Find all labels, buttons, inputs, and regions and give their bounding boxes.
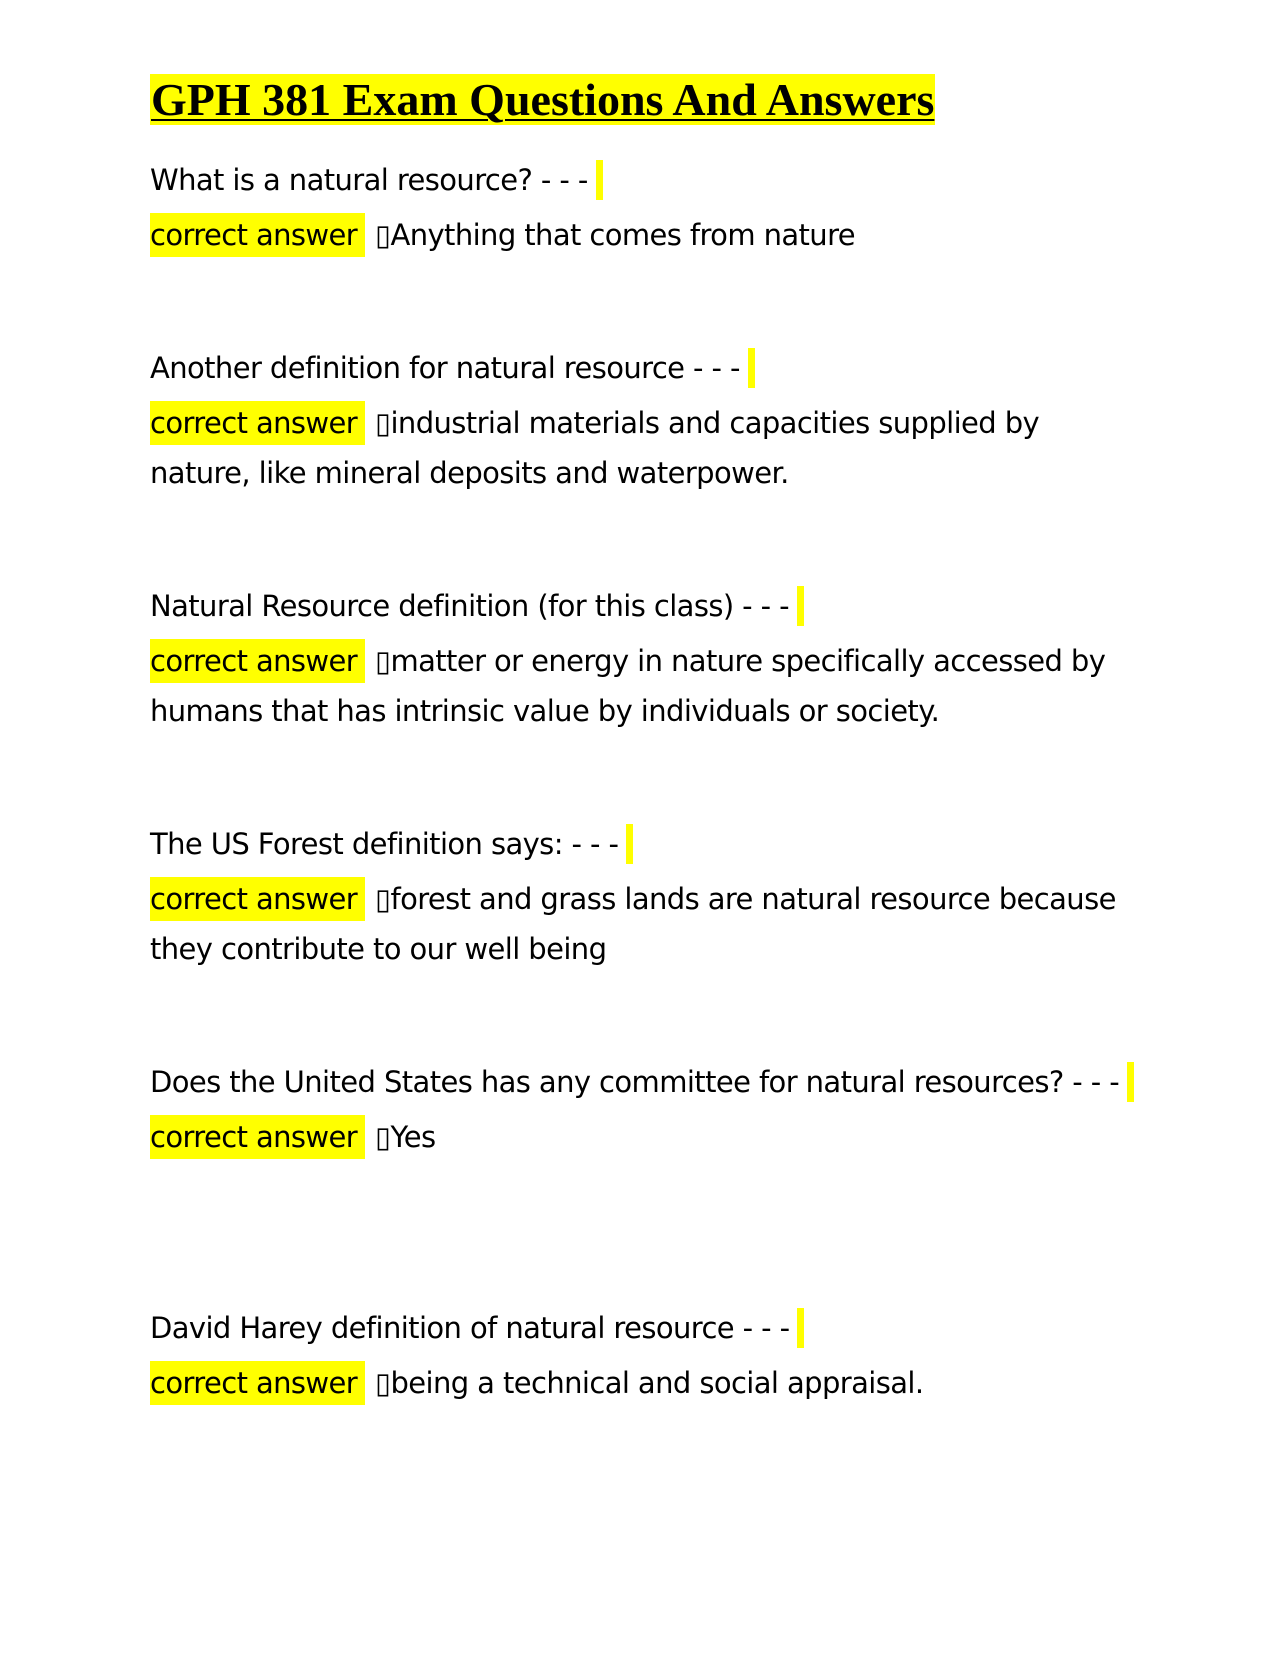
highlight-marker: [1127, 1062, 1134, 1102]
qa-item: [150, 1058, 1140, 1162]
answer-text: industrial materials and capacities supplied by nature, like mineral deposits and waterpower.: [150, 406, 1040, 490]
question: [150, 156, 1140, 204]
question-text: Does the United States has any committee for natural resources? - - -: [150, 1065, 1120, 1099]
highlight-marker: [797, 1308, 804, 1348]
question: [150, 582, 1140, 630]
separator-glyph-icon: ▯: [375, 218, 391, 252]
question: [150, 1304, 1140, 1352]
correct-answer-label: correct answer: [150, 1361, 365, 1405]
question: [150, 1058, 1140, 1106]
separator-glyph-icon: ▯: [375, 882, 391, 916]
highlight-marker: [797, 586, 804, 626]
question-text: Another definition for natural resource - - -: [150, 351, 740, 385]
answer: [150, 1112, 1140, 1162]
document-title-text: GPH 381 Exam Questions And Answers: [151, 74, 935, 125]
question-text: David Harey definition of natural resource - - -: [150, 1311, 790, 1345]
separator-glyph-icon: ▯: [375, 1366, 391, 1400]
question-text: What is a natural resource? - - -: [150, 163, 588, 197]
qa-item: [150, 156, 1140, 260]
qa-item: [150, 1304, 1140, 1408]
qa-item: [150, 582, 1140, 736]
correct-answer-label: correct answer: [150, 639, 365, 683]
highlight-marker: [596, 160, 603, 200]
answer-text: being a technical and social appraisal.: [390, 1366, 924, 1400]
question: [150, 820, 1140, 868]
qa-item: [150, 344, 1140, 498]
separator-glyph-icon: ▯: [375, 644, 391, 678]
answer-text: forest and grass lands are natural resource because they contribute to our well being: [150, 882, 1116, 966]
answer: [150, 874, 1140, 974]
correct-answer-label: correct answer: [150, 401, 365, 445]
qa-item: [150, 820, 1140, 974]
answer: [150, 1358, 1140, 1408]
correct-answer-label: correct answer: [150, 877, 365, 921]
answer-text: matter or energy in nature specifically accessed by humans that has intrinsic value by individuals or society.: [150, 644, 1106, 728]
correct-answer-label: correct answer: [150, 213, 365, 257]
highlight-marker: [748, 348, 755, 388]
question-text: Natural Resource definition (for this class) - - -: [150, 589, 790, 623]
question: [150, 344, 1140, 392]
answer-text: Yes: [390, 1120, 436, 1154]
correct-answer-label: correct answer: [150, 1115, 365, 1159]
separator-glyph-icon: ▯: [375, 406, 391, 440]
question-text: The US Forest definition says: - - -: [150, 827, 619, 861]
answer: [150, 210, 1140, 260]
highlight-marker: [626, 824, 633, 864]
document-title: [150, 74, 935, 126]
answer: [150, 636, 1140, 736]
separator-glyph-icon: ▯: [375, 1120, 391, 1154]
answer: [150, 398, 1140, 498]
answer-text: Anything that comes from nature: [390, 218, 856, 252]
